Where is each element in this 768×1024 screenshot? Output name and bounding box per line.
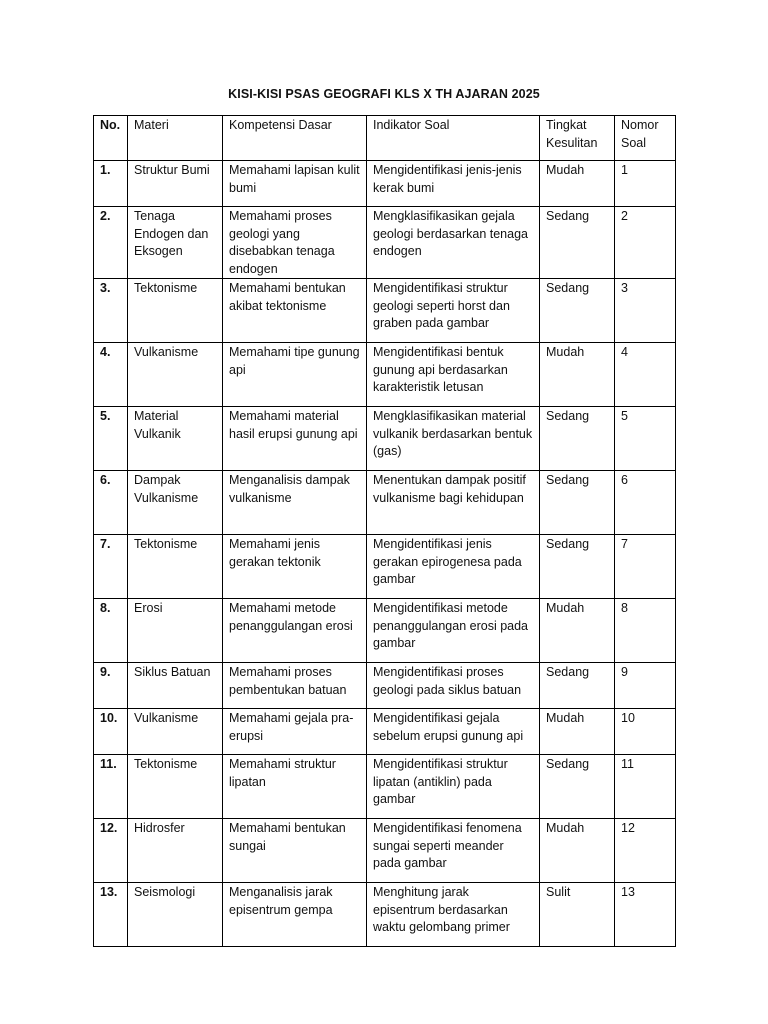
header-tingkat-kesulitan: Tingkat Kesulitan xyxy=(540,116,615,161)
cell-tingkat: Sulit xyxy=(540,883,615,947)
cell-indikator: Mengidentifikasi bentuk gunung api berdasarkan karakteristik letusan xyxy=(367,343,540,407)
cell-kompetensi: Memahami bentukan sungai xyxy=(223,819,367,883)
cell-nomor: 13 xyxy=(615,883,676,947)
cell-no: 2. xyxy=(94,207,128,279)
kisi-kisi-table xyxy=(93,115,676,947)
cell-indikator: Mengklasifikasikan gejala geologi berdasarkan tenaga endogen xyxy=(367,207,540,279)
cell-tingkat: Sedang xyxy=(540,207,615,279)
cell-indikator: Menghitung jarak episentrum berdasarkan waktu gelombang primer xyxy=(367,883,540,947)
cell-nomor: 10 xyxy=(615,709,676,755)
cell-materi: Erosi xyxy=(128,599,223,663)
table-header-row xyxy=(94,116,676,161)
cell-tingkat: Sedang xyxy=(540,663,615,709)
cell-nomor: 6 xyxy=(615,471,676,535)
cell-nomor: 4 xyxy=(615,343,676,407)
cell-tingkat: Sedang xyxy=(540,755,615,819)
table-row xyxy=(94,709,676,755)
cell-no: 4. xyxy=(94,343,128,407)
cell-no: 1. xyxy=(94,161,128,207)
header-kompetensi-dasar: Kompetensi Dasar xyxy=(223,116,367,161)
table-row xyxy=(94,535,676,599)
cell-indikator: Mengidentifikasi gejala sebelum erupsi gunung api xyxy=(367,709,540,755)
cell-nomor: 1 xyxy=(615,161,676,207)
cell-materi: Tektonisme xyxy=(128,755,223,819)
cell-materi: Tenaga Endogen dan Eksogen xyxy=(128,207,223,279)
cell-indikator: Mengidentifikasi struktur geologi seperti horst dan graben pada gambar xyxy=(367,279,540,343)
cell-nomor: 2 xyxy=(615,207,676,279)
cell-materi: Material Vulkanik xyxy=(128,407,223,471)
cell-no: 6. xyxy=(94,471,128,535)
cell-indikator: Mengidentifikasi jenis gerakan epirogenesa pada gambar xyxy=(367,535,540,599)
header-materi: Materi xyxy=(128,116,223,161)
cell-nomor: 5 xyxy=(615,407,676,471)
table-row xyxy=(94,471,676,535)
table-row xyxy=(94,343,676,407)
cell-nomor: 3 xyxy=(615,279,676,343)
cell-kompetensi: Menganalisis dampak vulkanisme xyxy=(223,471,367,535)
cell-indikator: Mengidentifikasi jenis-jenis kerak bumi xyxy=(367,161,540,207)
cell-nomor: 12 xyxy=(615,819,676,883)
cell-kompetensi: Memahami bentukan akibat tektonisme xyxy=(223,279,367,343)
document-title: KISI-KISI PSAS GEOGRAFI KLS X TH AJARAN 2025 xyxy=(228,87,540,101)
cell-no: 7. xyxy=(94,535,128,599)
cell-materi: Siklus Batuan xyxy=(128,663,223,709)
table-row xyxy=(94,279,676,343)
cell-tingkat: Sedang xyxy=(540,471,615,535)
cell-kompetensi: Memahami lapisan kulit bumi xyxy=(223,161,367,207)
cell-tingkat: Sedang xyxy=(540,535,615,599)
cell-indikator: Mengidentifikasi fenomena sungai seperti meander pada gambar xyxy=(367,819,540,883)
cell-materi: Dampak Vulkanisme xyxy=(128,471,223,535)
table-row xyxy=(94,663,676,709)
cell-tingkat: Mudah xyxy=(540,599,615,663)
cell-no: 13. xyxy=(94,883,128,947)
table-row xyxy=(94,407,676,471)
table-row xyxy=(94,161,676,207)
cell-materi: Hidrosfer xyxy=(128,819,223,883)
cell-no: 9. xyxy=(94,663,128,709)
cell-indikator: Mengidentifikasi metode penanggulangan erosi pada gambar xyxy=(367,599,540,663)
cell-materi: Tektonisme xyxy=(128,279,223,343)
cell-indikator: Mengidentifikasi struktur lipatan (antiklin) pada gambar xyxy=(367,755,540,819)
cell-kompetensi: Memahami jenis gerakan tektonik xyxy=(223,535,367,599)
cell-no: 3. xyxy=(94,279,128,343)
cell-nomor: 11 xyxy=(615,755,676,819)
cell-kompetensi: Memahami struktur lipatan xyxy=(223,755,367,819)
cell-no: 10. xyxy=(94,709,128,755)
header-indikator-soal: Indikator Soal xyxy=(367,116,540,161)
cell-indikator: Menentukan dampak positif vulkanisme bagi kehidupan xyxy=(367,471,540,535)
cell-kompetensi: Memahami proses geologi yang disebabkan tenaga endogen xyxy=(223,207,367,279)
cell-kompetensi: Memahami gejala pra-erupsi xyxy=(223,709,367,755)
cell-tingkat: Sedang xyxy=(540,407,615,471)
cell-materi: Vulkanisme xyxy=(128,709,223,755)
header-no: No. xyxy=(94,116,128,161)
cell-no: 5. xyxy=(94,407,128,471)
cell-nomor: 7 xyxy=(615,535,676,599)
cell-materi: Tektonisme xyxy=(128,535,223,599)
table-row xyxy=(94,599,676,663)
cell-materi: Struktur Bumi xyxy=(128,161,223,207)
cell-materi: Vulkanisme xyxy=(128,343,223,407)
cell-no: 12. xyxy=(94,819,128,883)
cell-indikator: Mengidentifikasi proses geologi pada siklus batuan xyxy=(367,663,540,709)
cell-tingkat: Mudah xyxy=(540,819,615,883)
cell-kompetensi: Menganalisis jarak episentrum gempa xyxy=(223,883,367,947)
table-row xyxy=(94,207,676,279)
cell-tingkat: Mudah xyxy=(540,709,615,755)
cell-no: 11. xyxy=(94,755,128,819)
cell-tingkat: Sedang xyxy=(540,279,615,343)
cell-indikator: Mengklasifikasikan material vulkanik berdasarkan bentuk (gas) xyxy=(367,407,540,471)
cell-kompetensi: Memahami tipe gunung api xyxy=(223,343,367,407)
cell-nomor: 8 xyxy=(615,599,676,663)
cell-no: 8. xyxy=(94,599,128,663)
cell-nomor: 9 xyxy=(615,663,676,709)
cell-materi: Seismologi xyxy=(128,883,223,947)
cell-kompetensi: Memahami material hasil erupsi gunung api xyxy=(223,407,367,471)
table-row xyxy=(94,819,676,883)
header-nomor-soal: Nomor Soal xyxy=(615,116,676,161)
table-row xyxy=(94,883,676,947)
cell-kompetensi: Memahami metode penanggulangan erosi xyxy=(223,599,367,663)
cell-tingkat: Mudah xyxy=(540,161,615,207)
cell-tingkat: Mudah xyxy=(540,343,615,407)
table-row xyxy=(94,755,676,819)
cell-kompetensi: Memahami proses pembentukan batuan xyxy=(223,663,367,709)
